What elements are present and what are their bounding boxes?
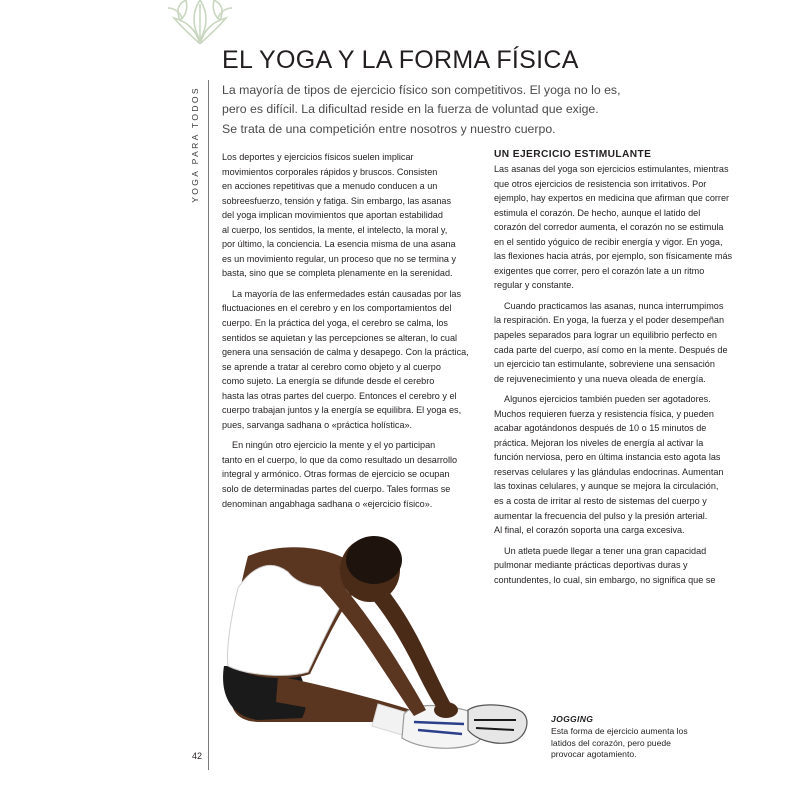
caption-line: Esta forma de ejercicio aumenta los bbox=[551, 725, 688, 736]
page-number: 42 bbox=[192, 751, 203, 761]
intro-paragraph bbox=[222, 81, 782, 139]
body-paragraph bbox=[222, 150, 484, 281]
text-line: es a costa de irritar al resto de sistemas del cuerpo y bbox=[494, 496, 707, 507]
text-line: del yoga implican movimientos que aportan estabilidad bbox=[222, 210, 443, 221]
caption-line: provocar agotamiento. bbox=[551, 749, 637, 760]
text-line: la respiración. En yoga, la fuerza y el poder desempeñan bbox=[494, 315, 725, 326]
text-line: al cuerpo, los sentidos, la mente, el intelecto, la moral y, bbox=[222, 224, 448, 235]
text-line: en el sentido yóguico de recibir energía y vigor. En yoga, bbox=[494, 236, 723, 247]
body-paragraph bbox=[222, 287, 484, 432]
photo-caption bbox=[551, 714, 731, 761]
text-line: Muchos requieren fuerza y resistencia física, y pueden bbox=[494, 408, 714, 419]
text-line: acabar agotándonos después de 10 o 15 minutos de bbox=[494, 423, 707, 434]
intro-line: Se trata de una competición entre nosotros y nuestro cuerpo. bbox=[222, 121, 556, 136]
section-heading: UN EJERCICIO ESTIMULANTE bbox=[494, 149, 652, 160]
text-line: ejemplo, hay expertos en medicina que afirman que correr bbox=[494, 193, 730, 204]
text-line: hasta las otras partes del cuerpo. Entonces el cerebro y el bbox=[222, 390, 457, 401]
text-line: Cuando practicamos las asanas, nunca interrumpimos bbox=[504, 300, 724, 311]
text-line: Las asanas del yoga son ejercicios estimulantes, mientras bbox=[494, 164, 729, 174]
text-line: regular y constante. bbox=[494, 280, 574, 291]
text-line: basta, sino que se completa plenamente en la serenidad. bbox=[222, 268, 453, 279]
text-line: exigentes que correr, pero el corazón late a un ritmo bbox=[494, 265, 705, 276]
text-line: movimientos corporales rápidos y bruscos. Consisten bbox=[222, 166, 438, 177]
text-line: corazón del corredor aumenta, el corazón no se estimula bbox=[494, 222, 724, 233]
body-paragraph bbox=[494, 162, 764, 293]
text-line: cada parte del cuerpo, así como en la mente. Después de bbox=[494, 344, 728, 355]
text-line: Algunos ejercicios también pueden ser agotadores. bbox=[504, 394, 711, 405]
text-line: cuerpo. En la práctica del yoga, el cerebro se calma, los bbox=[222, 318, 448, 329]
athlete-stretching-photo bbox=[218, 516, 548, 766]
text-line: Un atleta puede llegar a tener una gran capacidad bbox=[504, 545, 707, 556]
text-line: aumentar la frecuencia del pulso y la presión arterial. bbox=[494, 510, 708, 521]
caption-line: latidos del corazón, pero puede bbox=[551, 737, 671, 748]
text-line: se aprende a tratar al cerebro como objeto y al cuerpo bbox=[222, 361, 441, 372]
text-line: que otros ejercicios de resistencia son irritativos. Por bbox=[494, 178, 707, 189]
text-line: sentidos se aquietan y las percepciones se alteran, lo cual bbox=[222, 332, 458, 343]
caption-title: JOGGING bbox=[551, 714, 594, 724]
text-line: denominan angabhaga sadhana o «ejercicio físico». bbox=[222, 498, 433, 509]
running-head: YOGA PARA TODOS bbox=[190, 86, 200, 203]
body-paragraph bbox=[222, 438, 484, 511]
text-line: función nerviosa, pero en última instancia esto agota las bbox=[494, 452, 721, 463]
text-line: La mayoría de las enfermedades están causadas por las bbox=[232, 288, 461, 299]
page-title: EL YOGA Y LA FORMA FÍSICA bbox=[222, 46, 579, 74]
text-line: Al final, el corazón soporta una carga excesiva. bbox=[494, 525, 685, 536]
text-line: estimula el corazón. De hecho, aunque el latido del bbox=[494, 207, 701, 218]
text-line: cuerpo trabajan juntos y la energía se equilibra. El yoga es, bbox=[222, 405, 462, 416]
text-line: contundentes, lo cual, sin embargo, no significa que se bbox=[494, 574, 716, 585]
text-line: En ningún otro ejercicio la mente y el yo participan bbox=[232, 440, 436, 451]
text-line: pulmonar mediante prácticas deportivas duras y bbox=[494, 560, 688, 571]
text-line: práctica. Mejoran los niveles de energía al activar la bbox=[494, 437, 704, 448]
text-line: por último, la conciencia. La esencia misma de una asana bbox=[222, 239, 456, 250]
text-line: como sujeto. La energía se difunde desde el cerebro bbox=[222, 376, 435, 387]
text-line: tanto en el cuerpo, lo que da como resultado un desarrollo bbox=[222, 454, 458, 465]
text-line: Los deportes y ejercicios físicos suelen implicar bbox=[222, 152, 414, 162]
text-line: reservas celulares y las glándulas endocrinas. Aumentan bbox=[494, 466, 724, 477]
text-line: de rejuvenecimiento y una nueva oleada de energía. bbox=[494, 373, 706, 384]
text-line: fluctuaciones en el cerebro y en los comportamientos del bbox=[222, 303, 452, 314]
intro-line: La mayoría de tipos de ejercicio físico son competitivos. El yoga no lo es, bbox=[222, 83, 621, 97]
text-line: solo de determinadas partes del cuerpo. Tales formas se bbox=[222, 484, 451, 495]
body-paragraph bbox=[494, 299, 764, 386]
text-line: las flexiones hacia atrás, por ejemplo, son físicamente más bbox=[494, 251, 733, 262]
text-line: en acciones repetitivas que a menudo conducen a un bbox=[222, 181, 438, 192]
leaf-ornament-icon bbox=[166, 0, 234, 44]
text-line: integral y armónico. Otras formas de ejercicio se ocupan bbox=[222, 469, 450, 480]
text-line: papeles separados para lograr un equilibrio perfecto en bbox=[494, 330, 717, 341]
text-line: sobreesfuerzo, tensión y fatiga. Sin embargo, las asanas bbox=[222, 195, 451, 206]
margin-rule bbox=[208, 80, 209, 770]
text-line: es un movimiento regular, un proceso que no se termina y bbox=[222, 253, 457, 264]
text-line: pues, sarvanga sadhana o «práctica holística». bbox=[222, 419, 413, 430]
intro-line: pero es difícil. La dificultad reside en la fuerza de voluntad que exige. bbox=[222, 102, 599, 117]
text-line: genera una sensación de calma y desapego. Con la práctica, bbox=[222, 347, 469, 358]
text-line: un ejercicio tan estimulante, sobreviene una sensación bbox=[494, 359, 715, 370]
left-column bbox=[222, 150, 484, 511]
text-line: las toxinas celulares, y aunque se mejora la circulación, bbox=[494, 481, 719, 492]
